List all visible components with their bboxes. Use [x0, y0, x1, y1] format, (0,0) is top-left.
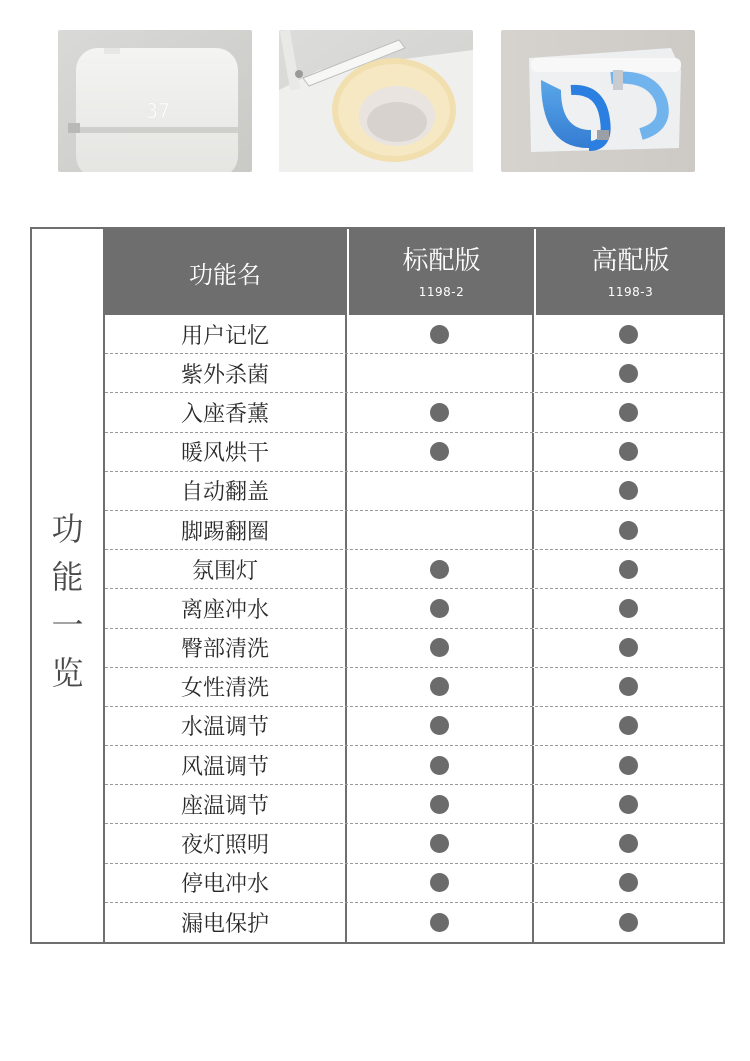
- standard-version-header: [347, 229, 534, 315]
- supported-dot-icon: [430, 677, 449, 696]
- standard-model-number: 1198-2: [418, 285, 465, 299]
- standard-support-cell: [345, 511, 532, 549]
- table-row: [105, 472, 723, 511]
- supported-dot-icon: [430, 560, 449, 579]
- premium-support-cell: [532, 511, 723, 549]
- table-row: [105, 864, 723, 903]
- feature-name: 离座冲水: [180, 597, 269, 623]
- flush-system-photo: [501, 30, 695, 172]
- feature-name: 风温调节: [180, 754, 269, 780]
- standard-support-cell: [345, 707, 532, 745]
- supported-dot-icon: [619, 834, 638, 853]
- premium-support-cell: [532, 785, 723, 823]
- supported-dot-icon: [619, 403, 638, 422]
- table-row: [105, 589, 723, 628]
- supported-dot-icon: [619, 716, 638, 735]
- feature-name: 臀部清洗: [180, 637, 269, 663]
- table-row: [105, 785, 723, 824]
- standard-support-cell: [345, 629, 532, 667]
- supported-dot-icon: [619, 756, 638, 775]
- premium-support-cell: [532, 472, 723, 510]
- table-row: [105, 903, 723, 942]
- table-row: [105, 629, 723, 668]
- supported-dot-icon: [619, 481, 638, 500]
- premium-support-cell: [532, 668, 723, 706]
- premium-support-cell: [532, 903, 723, 942]
- supported-dot-icon: [619, 560, 638, 579]
- table-row: [105, 354, 723, 393]
- supported-dot-icon: [430, 599, 449, 618]
- standard-support-cell: [345, 589, 532, 627]
- standard-support-cell: [345, 903, 532, 942]
- standard-support-cell: [345, 785, 532, 823]
- standard-support-cell: [345, 824, 532, 862]
- supported-dot-icon: [619, 364, 638, 383]
- standard-support-cell: [345, 472, 532, 510]
- supported-dot-icon: [430, 795, 449, 814]
- feature-rows: [105, 315, 723, 942]
- supported-dot-icon: [619, 677, 638, 696]
- feature-name: 用户记忆: [180, 323, 269, 349]
- table-row: [105, 393, 723, 432]
- supported-dot-icon: [430, 873, 449, 892]
- premium-support-cell: [532, 315, 723, 353]
- feature-name: 座温调节: [180, 793, 269, 819]
- standard-support-cell: [345, 315, 532, 353]
- premium-support-cell: [532, 864, 723, 902]
- side-label-char: 功: [51, 510, 84, 548]
- standard-version-title: 标配版: [402, 246, 481, 276]
- feature-name: 自动翻盖: [180, 480, 269, 506]
- supported-dot-icon: [430, 403, 449, 422]
- feature-name: 停电冲水: [180, 872, 269, 898]
- premium-version-title: 高配版: [591, 246, 670, 276]
- premium-support-cell: [532, 589, 723, 627]
- supported-dot-icon: [430, 756, 449, 775]
- side-label-char: 览: [51, 654, 84, 692]
- feature-name-header: 功能名: [189, 260, 261, 289]
- supported-dot-icon: [619, 325, 638, 344]
- supported-dot-icon: [619, 873, 638, 892]
- feature-name: 女性清洗: [180, 676, 269, 702]
- supported-dot-icon: [430, 834, 449, 853]
- feature-name: 氛围灯: [191, 558, 258, 584]
- feature-comparison-table: [30, 227, 725, 944]
- supported-dot-icon: [430, 442, 449, 461]
- side-label-char: 能: [51, 558, 84, 596]
- display-readout: 37: [145, 99, 171, 123]
- premium-support-cell: [532, 707, 723, 745]
- table-row: [105, 511, 723, 550]
- supported-dot-icon: [430, 716, 449, 735]
- feature-name: 入座香薰: [180, 401, 269, 427]
- side-column: [32, 229, 105, 942]
- display-panel-photo: [58, 30, 252, 172]
- supported-dot-icon: [430, 913, 449, 932]
- supported-dot-icon: [619, 442, 638, 461]
- table-row: [105, 707, 723, 746]
- supported-dot-icon: [619, 913, 638, 932]
- seat-ring-photo: [279, 30, 473, 172]
- standard-support-cell: [345, 864, 532, 902]
- product-photos: [58, 30, 696, 172]
- premium-model-number: 1198-3: [607, 285, 654, 299]
- standard-support-cell: [345, 354, 532, 392]
- supported-dot-icon: [619, 521, 638, 540]
- table-row: [105, 746, 723, 785]
- premium-support-cell: [532, 629, 723, 667]
- premium-support-cell: [532, 550, 723, 588]
- feature-name: 夜灯照明: [180, 833, 269, 859]
- premium-support-cell: [532, 354, 723, 392]
- feature-name: 脚踢翻圈: [180, 519, 269, 545]
- supported-dot-icon: [430, 325, 449, 344]
- feature-name: 紫外杀菌: [180, 362, 269, 388]
- premium-support-cell: [532, 824, 723, 862]
- supported-dot-icon: [619, 795, 638, 814]
- feature-name: 暖风烘干: [180, 441, 269, 467]
- premium-support-cell: [532, 393, 723, 431]
- standard-support-cell: [345, 668, 532, 706]
- premium-support-cell: [532, 746, 723, 784]
- feature-name: 水温调节: [180, 715, 269, 741]
- supported-dot-icon: [619, 638, 638, 657]
- side-label: [32, 505, 103, 697]
- feature-name: 漏电保护: [180, 911, 269, 937]
- table-row: [105, 315, 723, 354]
- supported-dot-icon: [619, 599, 638, 618]
- premium-version-header: [534, 229, 725, 315]
- premium-support-cell: [532, 433, 723, 471]
- standard-support-cell: [345, 433, 532, 471]
- standard-support-cell: [345, 393, 532, 431]
- table-row: [105, 433, 723, 472]
- supported-dot-icon: [430, 638, 449, 657]
- side-label-char: 一: [51, 606, 84, 644]
- table-row: [105, 824, 723, 863]
- table-row: [105, 550, 723, 589]
- standard-support-cell: [345, 746, 532, 784]
- standard-support-cell: [345, 550, 532, 588]
- table-row: [105, 668, 723, 707]
- table-header: [105, 229, 723, 315]
